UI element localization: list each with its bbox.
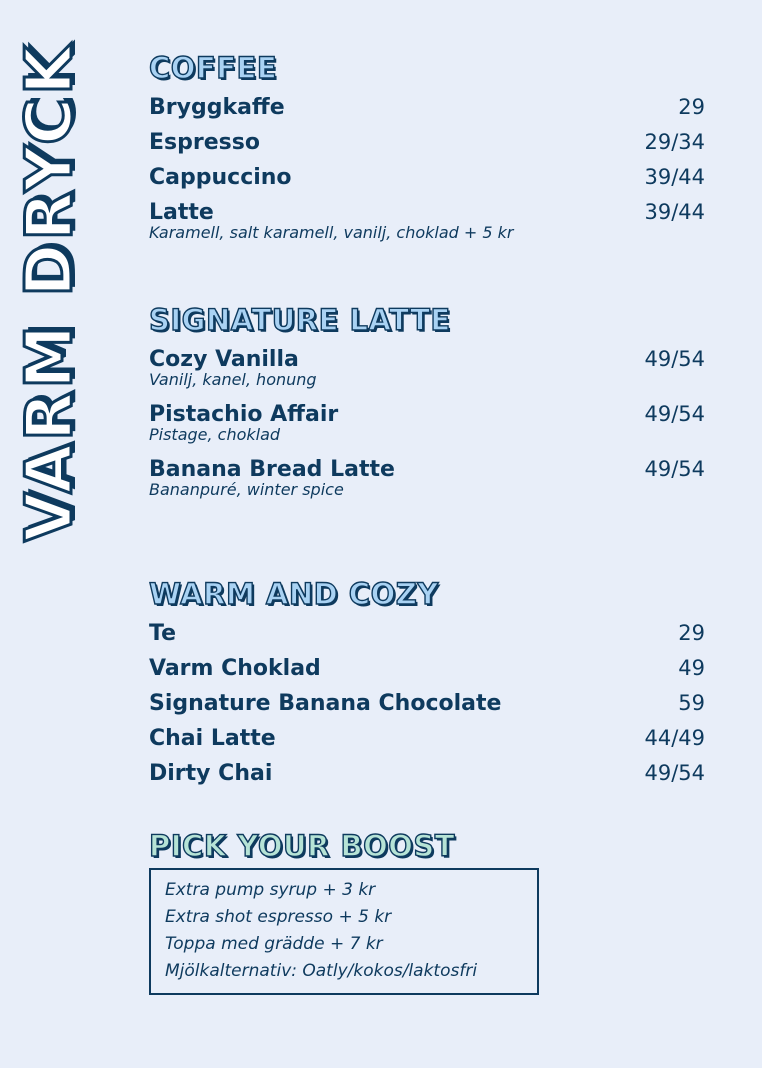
item-price: 39/44 xyxy=(644,200,705,224)
section-title-warm-and-cozy: WARM AND COZY xyxy=(149,577,439,611)
item-description: Vanilj, kanel, honung xyxy=(149,370,317,389)
menu-item xyxy=(149,756,705,791)
item-name: Chai Latte xyxy=(149,726,276,751)
menu-item xyxy=(149,125,705,160)
item-name: Pistachio Affair xyxy=(149,402,339,427)
menu-item xyxy=(149,90,705,125)
item-name: Varm Choklad xyxy=(149,656,321,681)
item-price: 49 xyxy=(678,656,705,680)
menu-item-block xyxy=(149,452,705,499)
item-name: Latte xyxy=(149,200,214,225)
item-price: 39/44 xyxy=(644,165,705,189)
menu xyxy=(149,48,705,995)
item-price: 49/54 xyxy=(644,761,705,785)
menu-item-block xyxy=(149,397,705,444)
side-title: VARM DRYCK xyxy=(13,42,87,542)
section-coffee xyxy=(149,48,705,300)
menu-item xyxy=(149,721,705,756)
item-name: Espresso xyxy=(149,130,260,155)
boost-option: Mjölkalternativ: Oatly/kokos/laktosfri xyxy=(165,961,478,981)
item-price: 29 xyxy=(678,95,705,119)
menu-item xyxy=(149,160,705,195)
item-name: Te xyxy=(149,621,177,646)
item-description: Karamell, salt karamell, vanilj, choklad + 5 kr xyxy=(149,223,514,242)
item-price: 49/54 xyxy=(644,402,705,426)
item-description: Bananpuré, winter spice xyxy=(149,480,344,499)
menu-item xyxy=(149,651,705,686)
item-name: Dirty Chai xyxy=(149,761,273,786)
menu-item xyxy=(149,686,705,721)
item-price: 29 xyxy=(678,621,705,645)
item-name: Cozy Vanilla xyxy=(149,347,299,372)
item-name: Bryggkaffe xyxy=(149,95,285,120)
menu-item xyxy=(149,616,705,651)
section-pick-your-boost xyxy=(149,826,705,995)
item-description: Pistage, choklad xyxy=(149,425,281,444)
section-warm-and-cozy xyxy=(149,574,705,826)
item-price: 29/34 xyxy=(644,130,705,154)
boost-option: Extra pump syrup + 3 kr xyxy=(165,880,376,900)
item-price: 44/49 xyxy=(644,726,705,750)
item-price: 49/54 xyxy=(644,347,705,371)
item-price: 59 xyxy=(678,691,705,715)
section-signature-latte xyxy=(149,300,705,574)
item-name: Banana Bread Latte xyxy=(149,457,395,482)
section-title-pick-your-boost: PICK YOUR BOOST xyxy=(149,829,456,863)
item-name: Signature Banana Chocolate xyxy=(149,691,502,716)
section-title-coffee: COFFEE xyxy=(149,51,278,85)
boost-box xyxy=(149,868,539,995)
boost-option: Toppa med grädde + 7 kr xyxy=(165,934,383,954)
section-title-signature-latte: SIGNATURE LATTE xyxy=(149,303,451,337)
boost-option: Extra shot espresso + 5 kr xyxy=(165,907,392,927)
item-price: 49/54 xyxy=(644,457,705,481)
menu-item-block xyxy=(149,342,705,389)
item-name: Cappuccino xyxy=(149,165,292,190)
